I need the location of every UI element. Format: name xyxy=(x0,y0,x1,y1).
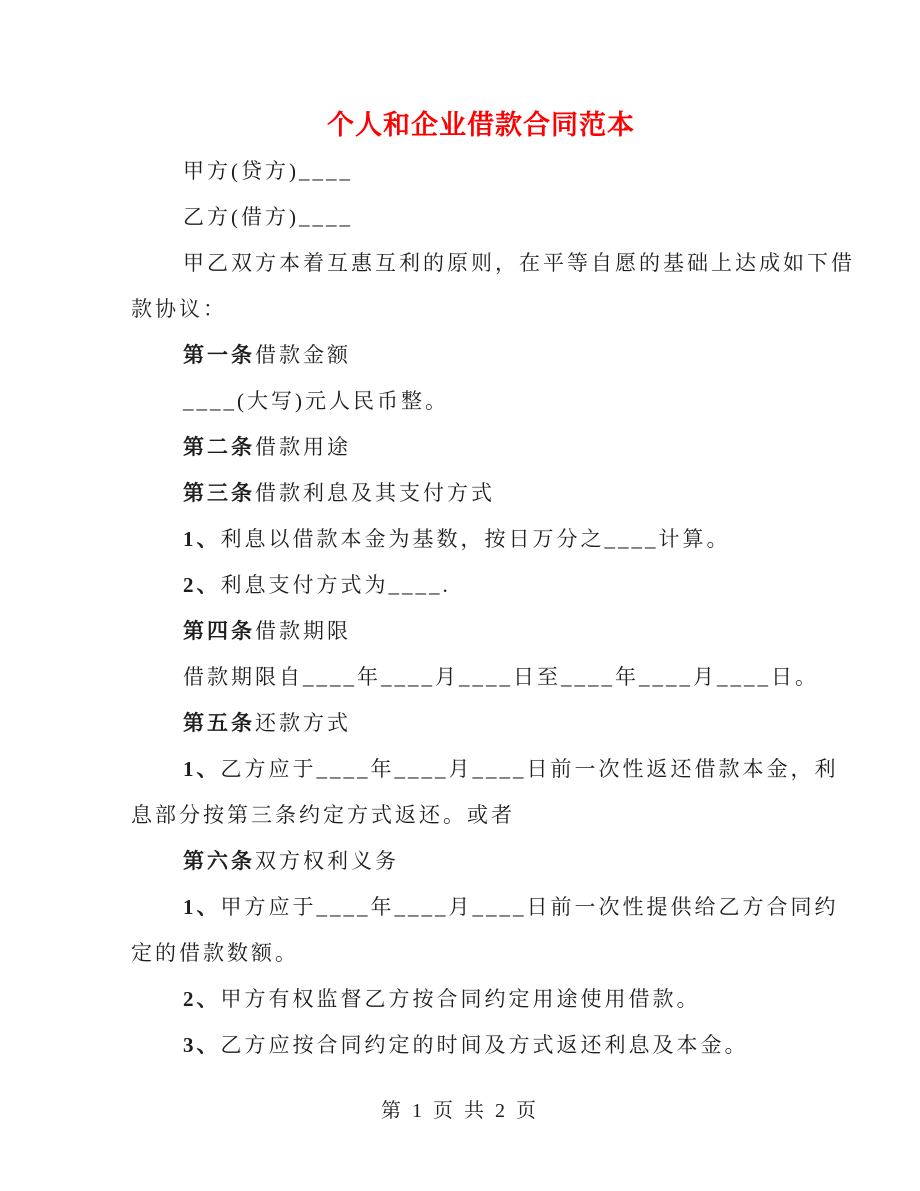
line-bold-prefix: 2、 xyxy=(183,573,221,597)
line-bold-prefix: 第一条 xyxy=(183,343,255,367)
document-line: 款协议： xyxy=(131,297,227,321)
line-bold-prefix: 1、 xyxy=(183,757,221,781)
document-line: 第六条双方权利义务 xyxy=(183,849,399,873)
document-line: 2、甲方有权监督乙方按合同约定用途使用借款。 xyxy=(183,987,701,1011)
document-title: 个人和企业借款合同范本 xyxy=(327,110,635,140)
document-line: 2、利息支付方式为____. xyxy=(183,573,451,597)
document-line: 甲乙双方本着互惠互利的原则，在平等自愿的基础上达成如下借 xyxy=(183,251,855,275)
document-line: 借款期限自____年____月____日至____年____月____日。 xyxy=(183,665,819,689)
document-lines xyxy=(131,148,855,1068)
page-number-footer: 第 1 页 共 2 页 xyxy=(381,1100,539,1122)
line-bold-prefix: 1、 xyxy=(183,895,221,919)
document-line: 第五条还款方式 xyxy=(183,711,351,735)
line-bold-prefix: 第二条 xyxy=(183,435,255,459)
document-line: 乙方(借方)____ xyxy=(183,205,353,229)
document-line: 第三条借款利息及其支付方式 xyxy=(183,481,495,505)
line-bold-prefix: 第六条 xyxy=(183,849,255,873)
document-line: 1、乙方应于____年____月____日前一次性返还借款本金，利 xyxy=(183,757,839,781)
document-line: 1、甲方应于____年____月____日前一次性提供给乙方合同约 xyxy=(183,895,839,919)
document-line: 定的借款数额。 xyxy=(131,941,299,965)
line-bold-prefix: 3、 xyxy=(183,1033,221,1057)
document-line: 甲方(贷方)____ xyxy=(183,159,353,183)
line-bold-prefix: 第四条 xyxy=(183,619,255,643)
document-line: 第一条借款金额 xyxy=(183,343,351,367)
line-bold-prefix: 第三条 xyxy=(183,481,255,505)
document-line: 息部分按第三条约定方式返还。或者 xyxy=(131,803,515,827)
line-bold-prefix: 第五条 xyxy=(183,711,255,735)
document-line: 3、乙方应按合同约定的时间及方式返还利息及本金。 xyxy=(183,1033,749,1057)
line-bold-prefix: 1、 xyxy=(183,527,221,551)
document-body xyxy=(131,102,855,1068)
document-line: 第二条借款用途 xyxy=(183,435,351,459)
document-line: 第四条借款期限 xyxy=(183,619,351,643)
document-line: 1、利息以借款本金为基数，按日万分之____计算。 xyxy=(183,527,731,551)
document-line: ____(大写)元人民币整。 xyxy=(183,389,449,413)
line-bold-prefix: 2、 xyxy=(183,987,221,1011)
